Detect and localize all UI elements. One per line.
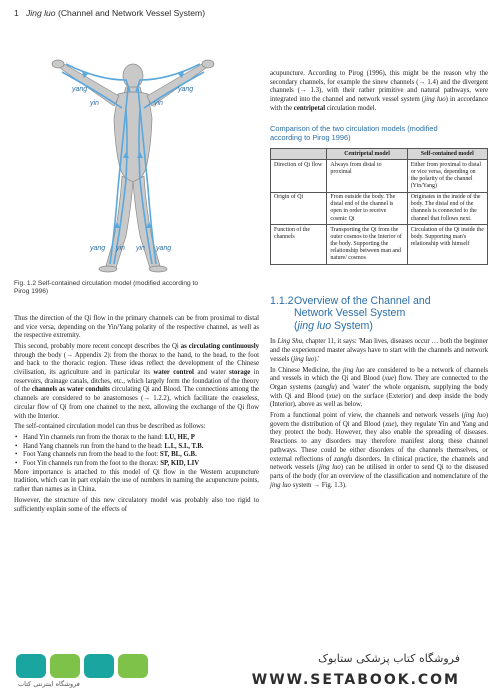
table-cell: Function of the channels [271,225,327,264]
setabook-logo [14,650,164,688]
text: ) govern the distribution of Qi and Blood ( [270,412,488,428]
text: Hand Yin channels run from the thorax to the hand: [23,433,165,441]
table-header [271,149,327,160]
paragraph [270,367,488,411]
list-item [14,443,259,452]
text: through the body (→ Appendix 2): from the thorax to the hand, to the head, to the foot and back to the thoracic region. These ideas reflect the development of the Chinese civilisation, its agriculture and in particular its [14,351,259,377]
italic-text: xue [328,392,339,400]
table-cell: Origin of Qi [271,192,327,224]
table-row [271,192,488,224]
label-yang-lower-right: yang [156,245,172,252]
text: disorders. In clinical practice, the channels and network vessels ( [270,455,488,472]
right-body-text [270,338,488,490]
bold-text: LU, HE, P [164,433,195,441]
italic-text: jing luo [293,355,315,363]
comparison-table [270,148,488,264]
text: , chapter 11, it says: 'Man lives, diseases occur … both the beginner and the experienced master always have to start with the channels and network vessels ( [270,338,488,363]
paragraph: Thus the direction of the Qi flow in the primary channels can be from proximal to distal and vice versa, depending on the Yin/Yang polarity of the respective channel, as well as the respective extremity. [14,314,259,340]
text: In [270,338,278,346]
paragraph [270,338,488,364]
store-url[interactable]: WWW.SETABOOK.COM [251,672,460,688]
table-row [271,160,488,192]
text: Hand Yang channels run from the hand to the head: [23,442,165,450]
bold-text: water control [153,369,194,377]
text: In Chinese Medicine, the [270,366,343,374]
text: circulating Qi and Blood. The connections among the channels are considered to be anastomoses (→ 1.2.2), which facilitate the ceaseless, circular flow of Qi from one channel to the next, allowing the exchange of the Qi flow with the Interior. [14,386,259,420]
running-head-title: (Channel and Network Vessel System) [57,8,206,18]
italic-text: jing luo [342,366,365,374]
label-yin-upper-left: yin [90,100,99,107]
label-yin-lower-right: yin [136,245,145,252]
text: ) flow. They are connected to the Organ systems ( [270,375,488,391]
paragraph: The self-contained circulation model can thus be described as follows: [14,423,206,431]
label-yang-lower-left: yang [90,245,106,252]
heading-line: Overview of the Channel and [294,294,431,307]
table-title: Comparison of the two circulation models (modified according to Pirog 1996) [270,123,438,142]
paragraph: However, the structure of this new circulatory model was probably also too rigid to sufficiently explain some of the effects of [14,496,259,513]
italic-text: zangfu [334,455,353,463]
paragraph [270,412,488,490]
label-yin-upper-right: yin [154,100,163,107]
label-yin-lower-left: yin [116,245,125,252]
table-cell: Direction of Qi flow [271,160,327,192]
bold-text: as circulating continuously [180,342,259,350]
right-body-intro [270,70,488,114]
text: ) on the surface (Exterior) and deep inside the body (Interior), above as well as below. [270,392,488,409]
list-item [14,434,259,443]
heading-text: System) [331,319,373,332]
human-figure-illustration [18,58,248,276]
left-column [14,58,259,516]
text: ), they regulate Yin and Yang and they protect the body. However, they also enable the spreading of diseases. Reactions to any disorders may therefore manifest along these channel pathways. These could be either disorders of the channels themselves, or external reflections of [270,420,488,463]
italic-text: xue [384,420,395,428]
bold-text: SP, KID, LIV [160,460,200,468]
bold-text: channels as water conduits [31,386,110,394]
text: Foot Yin channels run from the foot to the thorax: [23,460,161,468]
table-header: Centripetal model [327,149,407,160]
text: Foot Yang channels run from the head to the foot: [23,451,160,459]
text: ) and 'water' the whole organism, supplying the body with Qi and Blood ( [270,383,488,400]
table-cell: Always from distal to proximal [327,160,407,192]
italic-text: jing luo [424,96,446,104]
table-header: Self-contained model [407,149,487,160]
heading-line: (jing luo System) [294,319,373,332]
heading-line: Network Vessel System [294,307,406,320]
running-head-italic: Jing luo [25,8,56,18]
right-column [270,70,488,492]
channel-list [14,434,259,469]
text: ).' [314,355,320,363]
list-item [14,451,259,460]
label-yang-upper-right: yang [178,86,194,93]
yin-arm-line-right [144,72,204,108]
text: ) in accordance with the [270,96,488,112]
label-yang-upper-left: yang [72,86,88,93]
body-figure [18,58,248,276]
text: circulation model. [325,104,377,112]
italic-text: Ling Shu [277,338,303,346]
italic-text: jing luo [463,412,486,420]
text: are considered to be a network of channels and vessels in which the Qi and Blood ( [270,366,488,383]
italic-text: jing luo [318,464,341,472]
watermark-footer [0,644,500,700]
italic-text: jing luo [270,481,291,489]
figure-caption: Fig. 1.2 Self-contained circulation model (modified according to Pirog 1996) [14,280,198,296]
text: in reservoirs, drainage canals, ditches, etc., which largely form the foundation of the theory of the [14,369,259,394]
table-cell: Circulation of the Qi inside the body. Supporting man's relationship with himself [407,225,487,264]
text: acupuncture. According to Pirog (1996), this might be the reason why the secondary channels, for example the sinew channels (→ 1.4) and the divergent channels (→ 1.3), with their rather primitive and natural pathways, were integrated into the channel and network vessel system ( [270,70,488,104]
heading-italic: jing luo [297,319,332,332]
running-head [14,8,205,18]
text: From a functional point of view, the channels and network vessels ( [270,412,464,420]
paragraph: More importance is attached to this model of Qi flow in the Western acupuncture tradition, which can in part explain the use of numbers in naming the acupuncture points, rather than names as in China. [14,468,259,494]
table-row [271,225,488,264]
chapter-number: 1 [14,8,19,18]
text: ) can be utilised in order to send Qi to the diseased parts of the body (for an overview of the classification and nomenclature of the [270,464,488,480]
setabook-logo-icon [14,650,164,688]
table-cell: From outside the body. The distal end of the channel is open in order to receive cosmic Qi [327,192,407,224]
text: system → Fig. 1.3). [290,481,347,489]
bold-text: centripetal [293,104,326,112]
text: This second, probably more recent concept describes the Qi [14,342,181,350]
list-item [14,460,259,469]
table-cell: Transporting the Qi from the outer cosmos to the Interior of the body. Supporting the relationship between man and nature/ cosmos [327,225,407,264]
paragraph [270,70,488,114]
store-name-persian: فروشگاه کتاب پزشکی ستابوک [318,652,460,665]
section-heading [270,295,488,333]
table-cell: Originates in the inside of the body. The distal end of the channels is connected to the channel that follows next. [407,192,487,224]
left-body-text [14,315,259,514]
italic-text: zangfu [316,383,335,391]
table-cell: Either from proximal to distal or vice versa, depending on the polarity of the channel (Yin/Yang) [407,160,487,192]
bold-text: storage [229,369,251,377]
logo-subtitle: فروشگاه اینترنتی کتاب [18,680,80,688]
italic-text: xue [384,375,394,383]
text: and water [193,369,230,377]
bold-text: ST, BL, G.B. [159,451,197,459]
paragraph [14,343,259,421]
bold-text: L.I., S.I., T.B. [164,442,204,450]
table-header-row [271,149,488,160]
section-number: 1.1.2 [270,294,294,307]
